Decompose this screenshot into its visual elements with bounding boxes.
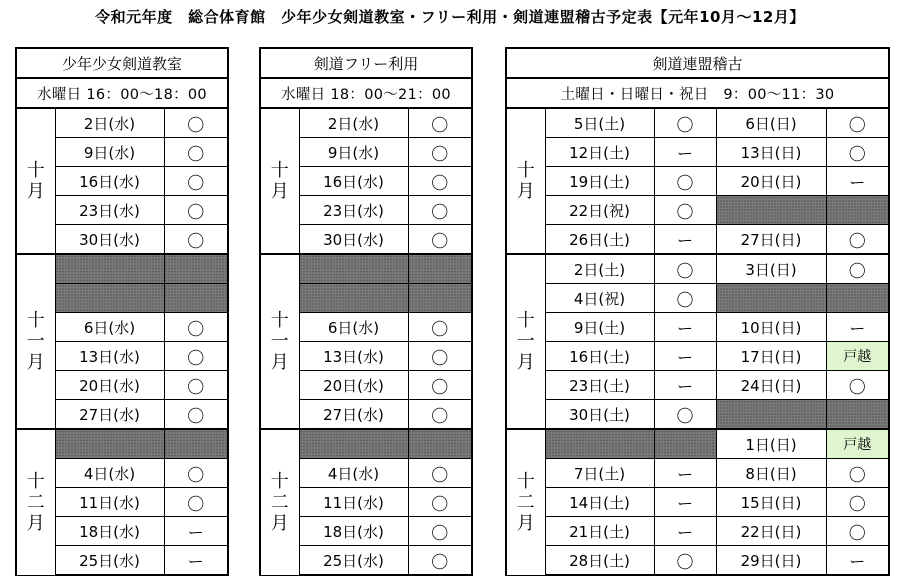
date-cell: 11日(水) [55, 488, 164, 517]
month-char: 十 [270, 470, 289, 492]
month-char: 十 [270, 160, 289, 181]
date-cell: 21日(土) [545, 517, 654, 546]
month-label [506, 254, 545, 429]
available-mark: 〇 [408, 546, 472, 576]
date-cell: 3日(日) [716, 254, 826, 284]
available-mark: 〇 [164, 108, 228, 138]
month-label [506, 108, 545, 254]
available-mark: 〇 [164, 138, 228, 167]
unavailable-cell [299, 284, 408, 313]
unavailable-cell [826, 284, 889, 313]
available-mark: 〇 [164, 225, 228, 255]
no-session-mark: ー [654, 488, 716, 517]
available-mark: 〇 [164, 313, 228, 342]
available-mark: 〇 [826, 225, 889, 255]
date-cell: 27日(水) [55, 400, 164, 430]
month-char: 月 [270, 512, 289, 534]
table-row [506, 254, 889, 284]
month-label [16, 429, 55, 575]
date-cell: 25日(水) [55, 546, 164, 576]
no-session-mark: ー [826, 167, 889, 196]
time-slot: 土曜日・日曜日・祝日 9：00～11：30 [506, 78, 889, 108]
date-cell: 20日(水) [55, 371, 164, 400]
date-cell: 16日(水) [299, 167, 408, 196]
table-row [506, 313, 889, 342]
date-cell: 30日(土) [545, 400, 654, 430]
available-mark: 〇 [164, 400, 228, 430]
month-char: 月 [26, 181, 45, 202]
month-char: 一 [516, 331, 535, 352]
available-mark: 〇 [408, 167, 472, 196]
month-char: 十 [26, 310, 45, 331]
month-label [260, 429, 299, 575]
date-cell: 30日(水) [299, 225, 408, 255]
no-session-mark: ー [826, 546, 889, 576]
table-header: 剣道フリー利用 [260, 48, 472, 78]
table-row [506, 429, 889, 459]
table-row [506, 459, 889, 488]
month-char: 二 [270, 491, 289, 513]
date-cell: 20日(日) [716, 167, 826, 196]
date-cell: 18日(水) [299, 517, 408, 546]
available-mark: 〇 [408, 517, 472, 546]
available-mark: 〇 [408, 400, 472, 430]
month-char: 二 [26, 491, 45, 513]
federation-practice-table [505, 47, 890, 576]
available-mark: 〇 [408, 138, 472, 167]
table-row [506, 488, 889, 517]
available-mark: 〇 [408, 313, 472, 342]
table-row [506, 196, 889, 225]
month-char: 月 [270, 352, 289, 373]
month-char: 十 [516, 160, 535, 181]
date-cell: 9日(水) [55, 138, 164, 167]
table-row [506, 371, 889, 400]
unavailable-cell [716, 196, 826, 225]
available-mark: 〇 [408, 196, 472, 225]
no-session-mark: ー [826, 313, 889, 342]
table-header: 剣道連盟稽古 [506, 48, 889, 78]
month-label [16, 254, 55, 429]
no-session-mark: ー [654, 371, 716, 400]
table-row [16, 254, 228, 284]
unavailable-cell [716, 284, 826, 313]
available-mark: 〇 [826, 517, 889, 546]
month-label [506, 429, 545, 575]
date-cell: 7日(土) [545, 459, 654, 488]
date-cell: 10日(日) [716, 313, 826, 342]
note-badge: 戸越 [826, 429, 889, 459]
time-slot: 水曜日 16：00～18：00 [16, 78, 228, 108]
month-char: 月 [516, 181, 535, 202]
month-char: 一 [270, 331, 289, 352]
date-cell: 2日(水) [55, 108, 164, 138]
date-cell: 13日(水) [55, 342, 164, 371]
date-cell: 22日(祝) [545, 196, 654, 225]
date-cell: 27日(水) [299, 400, 408, 430]
date-cell: 18日(水) [55, 517, 164, 546]
no-session-mark: ー [654, 225, 716, 255]
month-char: 月 [26, 352, 45, 373]
table-row [506, 546, 889, 576]
unavailable-cell [164, 284, 228, 313]
date-cell: 9日(水) [299, 138, 408, 167]
date-cell: 28日(土) [545, 546, 654, 576]
note-badge: 戸越 [826, 342, 889, 371]
unavailable-cell [299, 429, 408, 459]
available-mark: 〇 [408, 488, 472, 517]
date-cell: 9日(土) [545, 313, 654, 342]
date-cell: 1日(日) [716, 429, 826, 459]
date-cell: 16日(水) [55, 167, 164, 196]
table-row [506, 138, 889, 167]
available-mark: 〇 [654, 546, 716, 576]
available-mark: 〇 [164, 167, 228, 196]
unavailable-cell [826, 196, 889, 225]
date-cell: 6日(水) [299, 313, 408, 342]
available-mark: 〇 [164, 488, 228, 517]
month-label [16, 108, 55, 254]
month-char: 十 [26, 160, 45, 181]
available-mark: 〇 [826, 108, 889, 138]
date-cell: 24日(日) [716, 371, 826, 400]
date-cell: 12日(土) [545, 138, 654, 167]
unavailable-cell [55, 284, 164, 313]
date-cell: 5日(土) [545, 108, 654, 138]
unavailable-cell [55, 254, 164, 284]
month-label [260, 254, 299, 429]
date-cell: 23日(水) [299, 196, 408, 225]
unavailable-cell [164, 254, 228, 284]
available-mark: 〇 [654, 254, 716, 284]
table-row [506, 167, 889, 196]
month-char: 一 [26, 331, 45, 352]
date-cell: 25日(水) [299, 546, 408, 576]
available-mark: 〇 [164, 342, 228, 371]
no-session-mark: ー [654, 517, 716, 546]
unavailable-cell [716, 400, 826, 430]
table-row [506, 225, 889, 255]
table-row [506, 400, 889, 430]
available-mark: 〇 [654, 400, 716, 430]
date-cell: 23日(土) [545, 371, 654, 400]
free-use-table [259, 47, 473, 576]
available-mark: 〇 [654, 284, 716, 313]
month-label [260, 108, 299, 254]
date-cell: 27日(日) [716, 225, 826, 255]
month-char: 月 [270, 181, 289, 202]
no-session-mark: ー [654, 342, 716, 371]
available-mark: 〇 [654, 108, 716, 138]
month-char: 月 [26, 512, 45, 534]
date-cell: 4日(祝) [545, 284, 654, 313]
date-cell: 13日(水) [299, 342, 408, 371]
available-mark: 〇 [164, 371, 228, 400]
no-session-mark: ー [164, 517, 228, 546]
unavailable-cell [164, 429, 228, 459]
available-mark: 〇 [408, 225, 472, 255]
table-row [506, 342, 889, 371]
date-cell: 30日(水) [55, 225, 164, 255]
unavailable-cell [299, 254, 408, 284]
date-cell: 6日(水) [55, 313, 164, 342]
available-mark: 〇 [654, 196, 716, 225]
date-cell: 16日(土) [545, 342, 654, 371]
date-cell: 23日(水) [55, 196, 164, 225]
date-cell: 4日(水) [55, 459, 164, 488]
no-session-mark: ー [654, 138, 716, 167]
table-row [506, 284, 889, 313]
month-char: 二 [516, 491, 535, 513]
date-cell: 17日(日) [716, 342, 826, 371]
month-char: 十 [270, 310, 289, 331]
unavailable-cell [826, 400, 889, 430]
available-mark: 〇 [164, 459, 228, 488]
table-row [506, 517, 889, 546]
available-mark: 〇 [408, 371, 472, 400]
unavailable-cell [55, 429, 164, 459]
available-mark: 〇 [826, 488, 889, 517]
table-row [260, 254, 472, 284]
unavailable-cell [408, 254, 472, 284]
date-cell: 15日(日) [716, 488, 826, 517]
no-session-mark: ー [654, 459, 716, 488]
table-row [16, 429, 228, 459]
date-cell: 26日(土) [545, 225, 654, 255]
unavailable-cell [654, 429, 716, 459]
date-cell: 22日(日) [716, 517, 826, 546]
table-row [260, 108, 472, 138]
table-header: 少年少女剣道教室 [16, 48, 228, 78]
page-title: 令和元年度 総合体育館 少年少女剣道教室・フリー利用・剣道連盟稽古予定表【元年10月～12月】 [95, 8, 805, 26]
date-cell: 6日(日) [716, 108, 826, 138]
available-mark: 〇 [408, 459, 472, 488]
date-cell: 8日(日) [716, 459, 826, 488]
month-char: 月 [516, 352, 535, 373]
unavailable-cell [408, 284, 472, 313]
time-slot: 水曜日 18：00～21：00 [260, 78, 472, 108]
boys-girls-class-table [15, 47, 229, 576]
no-session-mark: ー [654, 313, 716, 342]
date-cell: 14日(土) [545, 488, 654, 517]
table-row [506, 108, 889, 138]
date-cell: 20日(水) [299, 371, 408, 400]
month-char: 十 [26, 470, 45, 492]
available-mark: 〇 [826, 138, 889, 167]
available-mark: 〇 [164, 196, 228, 225]
date-cell: 13日(日) [716, 138, 826, 167]
available-mark: 〇 [826, 254, 889, 284]
available-mark: 〇 [826, 371, 889, 400]
unavailable-cell [408, 429, 472, 459]
available-mark: 〇 [826, 459, 889, 488]
month-char: 十 [516, 310, 535, 331]
date-cell: 19日(土) [545, 167, 654, 196]
available-mark: 〇 [408, 342, 472, 371]
date-cell: 11日(水) [299, 488, 408, 517]
date-cell: 2日(土) [545, 254, 654, 284]
date-cell: 2日(水) [299, 108, 408, 138]
month-char: 十 [516, 470, 535, 492]
unavailable-cell [545, 429, 654, 459]
date-cell: 4日(水) [299, 459, 408, 488]
no-session-mark: ー [164, 546, 228, 576]
month-char: 月 [516, 512, 535, 534]
table-row [260, 429, 472, 459]
date-cell: 29日(日) [716, 546, 826, 576]
table-row [16, 108, 228, 138]
available-mark: 〇 [408, 108, 472, 138]
available-mark: 〇 [654, 167, 716, 196]
